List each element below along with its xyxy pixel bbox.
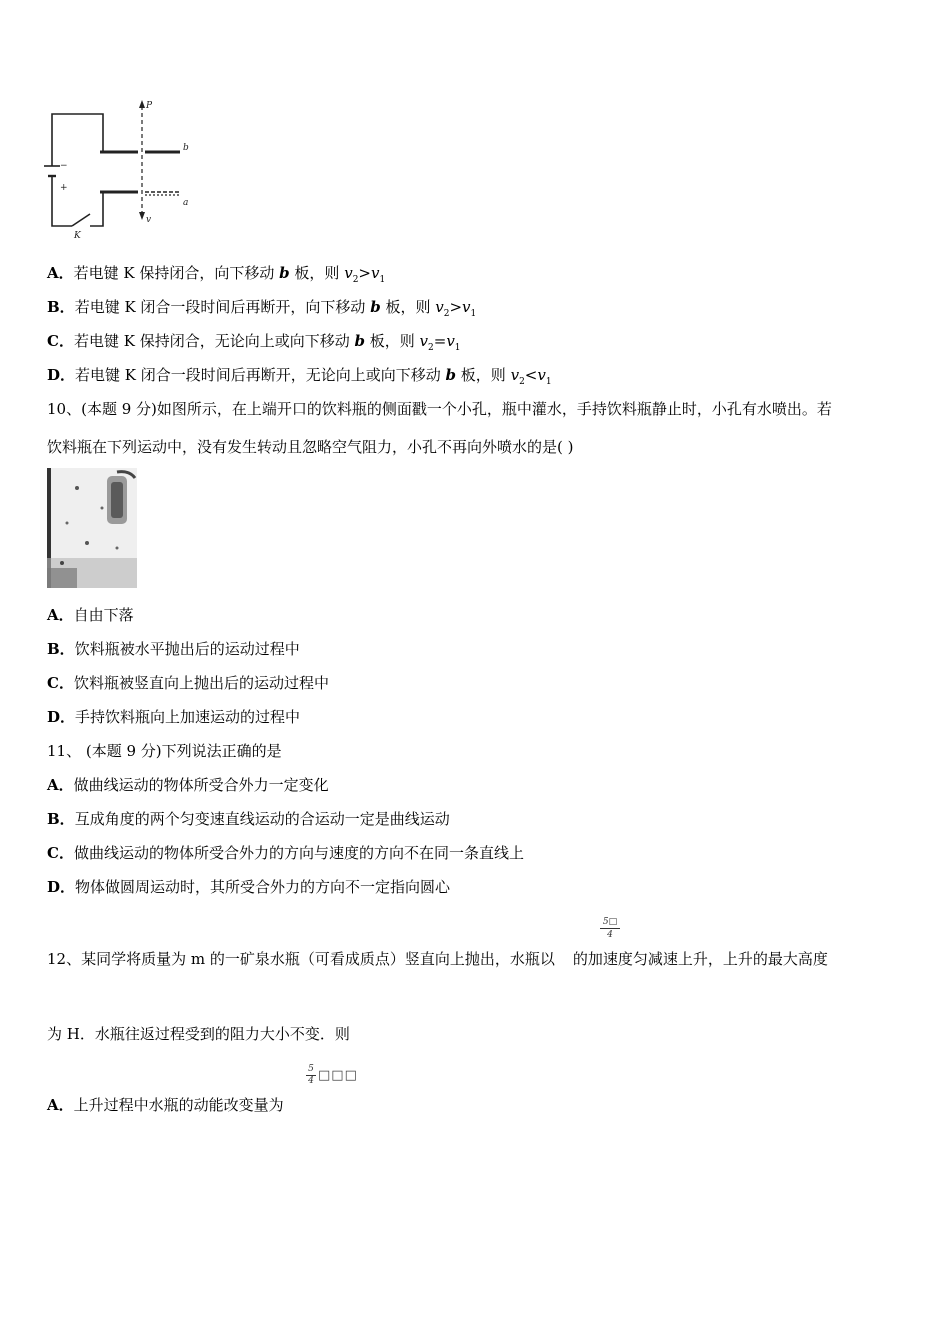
q12-expression-tail: □□□ (318, 1068, 358, 1083)
label-v: v (146, 215, 152, 225)
q10-option-a: A．自由下落 (47, 606, 134, 624)
q12-stem-line1: 12、某同学将质量为 m 的一矿泉水瓶（可看成质点）竖直向上抛出，水瓶以 的加速度匀减速上升，上升的最大高度 (47, 950, 828, 968)
q10-option-c: C．饮料瓶被竖直向上抛出后的运动过程中 (47, 674, 329, 692)
label-b: b (183, 143, 189, 153)
q12-stem-line2: 为 H．水瓶往返过程受到的阻力大小不变．则 (47, 1025, 350, 1043)
q11-option-d: D．物体做圆周运动时，其所受合外力的方向不一定指向圆心 (47, 878, 451, 896)
label-p: P (146, 101, 153, 111)
capacitor-circuit-figure (40, 96, 200, 244)
q11-option-b: B．互成角度的两个匀变速直线运动的合运动一定是曲线运动 (47, 810, 450, 828)
label-plus: + (60, 183, 68, 193)
bottle-photo-figure (47, 468, 137, 588)
label-k: K (74, 231, 81, 241)
q10-option-b: B．饮料瓶被水平抛出后的运动过程中 (47, 640, 300, 658)
q10-option-d: D．手持饮料瓶向上加速运动的过程中 (47, 708, 301, 726)
q12-fraction-kinetic: $\frac{5}{4}$ (306, 1064, 316, 1087)
q9-option-b: B．若电键 K 闭合一段时间后再断开，向下移动 b 板，则 $v_2>v_1$ (47, 298, 477, 319)
label-a: a (183, 198, 189, 208)
q9-option-d: D．若电键 K 闭合一段时间后再断开，无论向上或向下移动 b 板，则 $v_2<v_1$ (47, 366, 552, 387)
q11-stem: 11、 (本题 9 分)下列说法正确的是 (47, 742, 282, 760)
q11-option-a: A．做曲线运动的物体所受合外力一定变化 (47, 776, 329, 794)
q12-fraction-acceleration: $\frac{5□}{4}$ (600, 916, 620, 941)
q9-option-c: C．若电键 K 保持闭合，无论向上或向下移动 b 板，则 $v_2=v_1$ (47, 332, 461, 353)
q10-stem-line2: 饮料瓶在下列运动中，没有发生转动且忽略空气阻力，小孔不再向外喷水的是( ) (47, 438, 574, 456)
q10-stem-line1: 10、(本题 9 分)如图所示，在上端开口的饮料瓶的侧面戳一个小孔，瓶中灌水，手持饮料瓶静止时，小孔有水喷出。若 (47, 400, 832, 418)
q12-option-a: A．上升过程中水瓶的动能改变量为 (47, 1096, 284, 1114)
label-minus: − (60, 161, 68, 171)
q9-option-a: A．若电键 K 保持闭合，向下移动 b 板，则 $v_2>v_1$ (47, 264, 386, 285)
q11-option-c: C．做曲线运动的物体所受合外力的方向与速度的方向不在同一条直线上 (47, 844, 524, 862)
